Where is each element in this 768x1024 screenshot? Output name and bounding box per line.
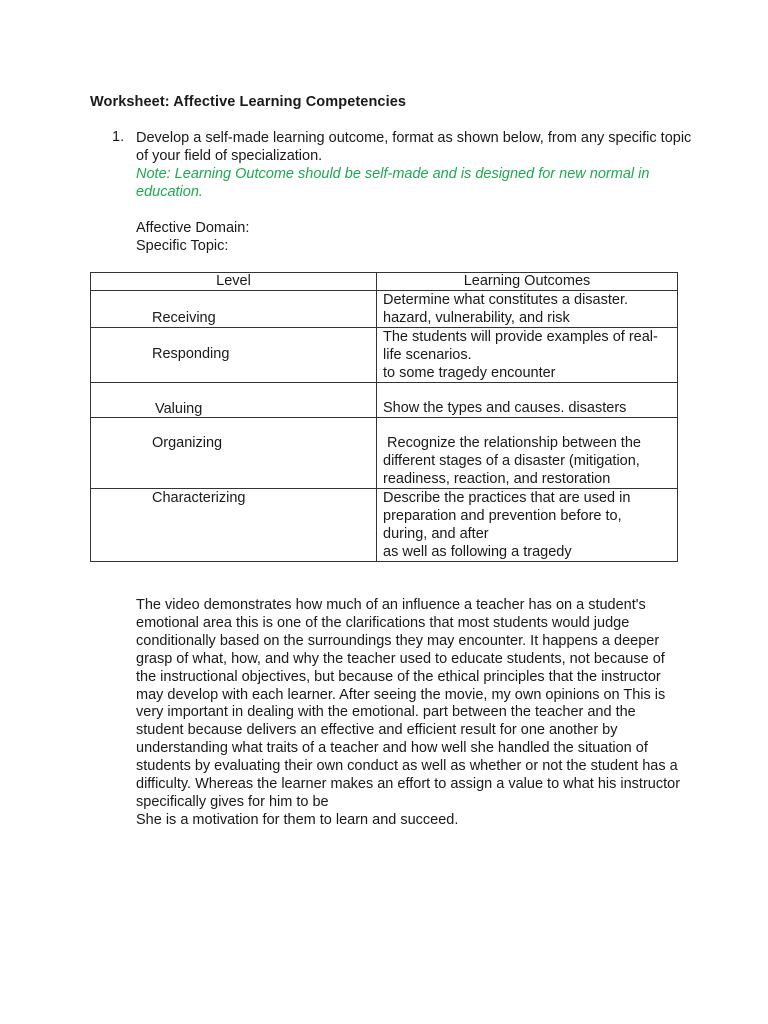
outcome-line: hazard, vulnerability, and risk: [383, 310, 570, 326]
outcome-line: life scenarios.: [383, 347, 472, 363]
outcome-cell: [377, 489, 678, 562]
table-row: [91, 291, 678, 328]
outcome-line: Recognize the relationship between the: [383, 435, 641, 451]
outcome-line: to some tragedy encounter: [383, 365, 556, 381]
worksheet-title: Worksheet: Affective Learning Competencies: [90, 94, 407, 110]
table-row: [91, 383, 678, 418]
outcome-line: Determine what constitutes a disaster.: [383, 292, 629, 308]
reflection-closing: She is a motivation for them to learn and succeed.: [136, 811, 459, 828]
outcome-cell: [377, 383, 678, 418]
outcome-line: readiness, reaction, and restoration: [383, 471, 611, 487]
level-label: Receiving: [152, 310, 216, 326]
outcome-line: as well as following a tragedy: [383, 544, 572, 560]
outcome-cell: [377, 418, 678, 489]
outcome-line: preparation and prevention before to,: [383, 508, 622, 524]
affective-domain-label: Affective Domain:: [136, 220, 250, 236]
outcome-line: Describe the practices that are used in: [383, 490, 631, 506]
header-learning-outcomes: Learning Outcomes: [377, 273, 678, 291]
level-cell: [91, 383, 377, 418]
outcome-line: Show the types and causes. disasters: [383, 400, 627, 416]
learning-outcome-note: Note: Learning Outcome should be self-made and is designed for new normal in education.: [136, 166, 650, 200]
outcome-line: different stages of a disaster (mitigation,: [383, 453, 640, 469]
level-cell: [91, 328, 377, 383]
level-label: Responding: [152, 346, 230, 362]
level-label: Characterizing: [152, 490, 246, 506]
reflection-paragraph: [136, 597, 681, 830]
question-text: Develop a self-made learning outcome, format as shown below, from any specific topic of your field of specialization.: [136, 130, 692, 164]
specific-topic-label: Specific Topic:: [136, 238, 229, 254]
outcome-cell: [377, 328, 678, 383]
level-label: Organizing: [152, 435, 223, 451]
outcome-line: during, and after: [383, 526, 489, 542]
reflection-text: The video demonstrates how much of an influence a teacher has on a student's emotional area this is one of the clarifications that most students would judge conditionally based on the surroundings they may encounter. It happens a deeper grasp of what, how, and why the teacher used to educate students, not because of the instructional objectives, but because of the ethical principles that the instructor may develop with each learner. After seeing the movie, my own opinions on This is very important in dealing with the emotional. part between the teacher and the student because delivers an effective and efficient result for one another by understanding what traits of a teacher and how well she handled the situation of students by evaluating their own conduct as well as whether or not the student has a difficulty. Whereas the learner makes an effort to assign a value to what his instructor specifically gives for him to be: [136, 597, 681, 810]
level-cell: [91, 291, 377, 328]
table-row: [91, 328, 678, 383]
level-cell: [91, 418, 377, 489]
table-row: [91, 489, 678, 562]
table-row: [91, 418, 678, 489]
header-level: Level: [91, 273, 377, 291]
question-number: 1.: [112, 129, 125, 145]
outcome-cell: [377, 291, 678, 328]
learning-outcomes-table: [90, 272, 678, 562]
table-header-row: [91, 273, 678, 291]
level-label: Valuing: [155, 401, 203, 417]
outcome-line: The students will provide examples of real-: [383, 329, 658, 345]
level-cell: [91, 489, 377, 562]
